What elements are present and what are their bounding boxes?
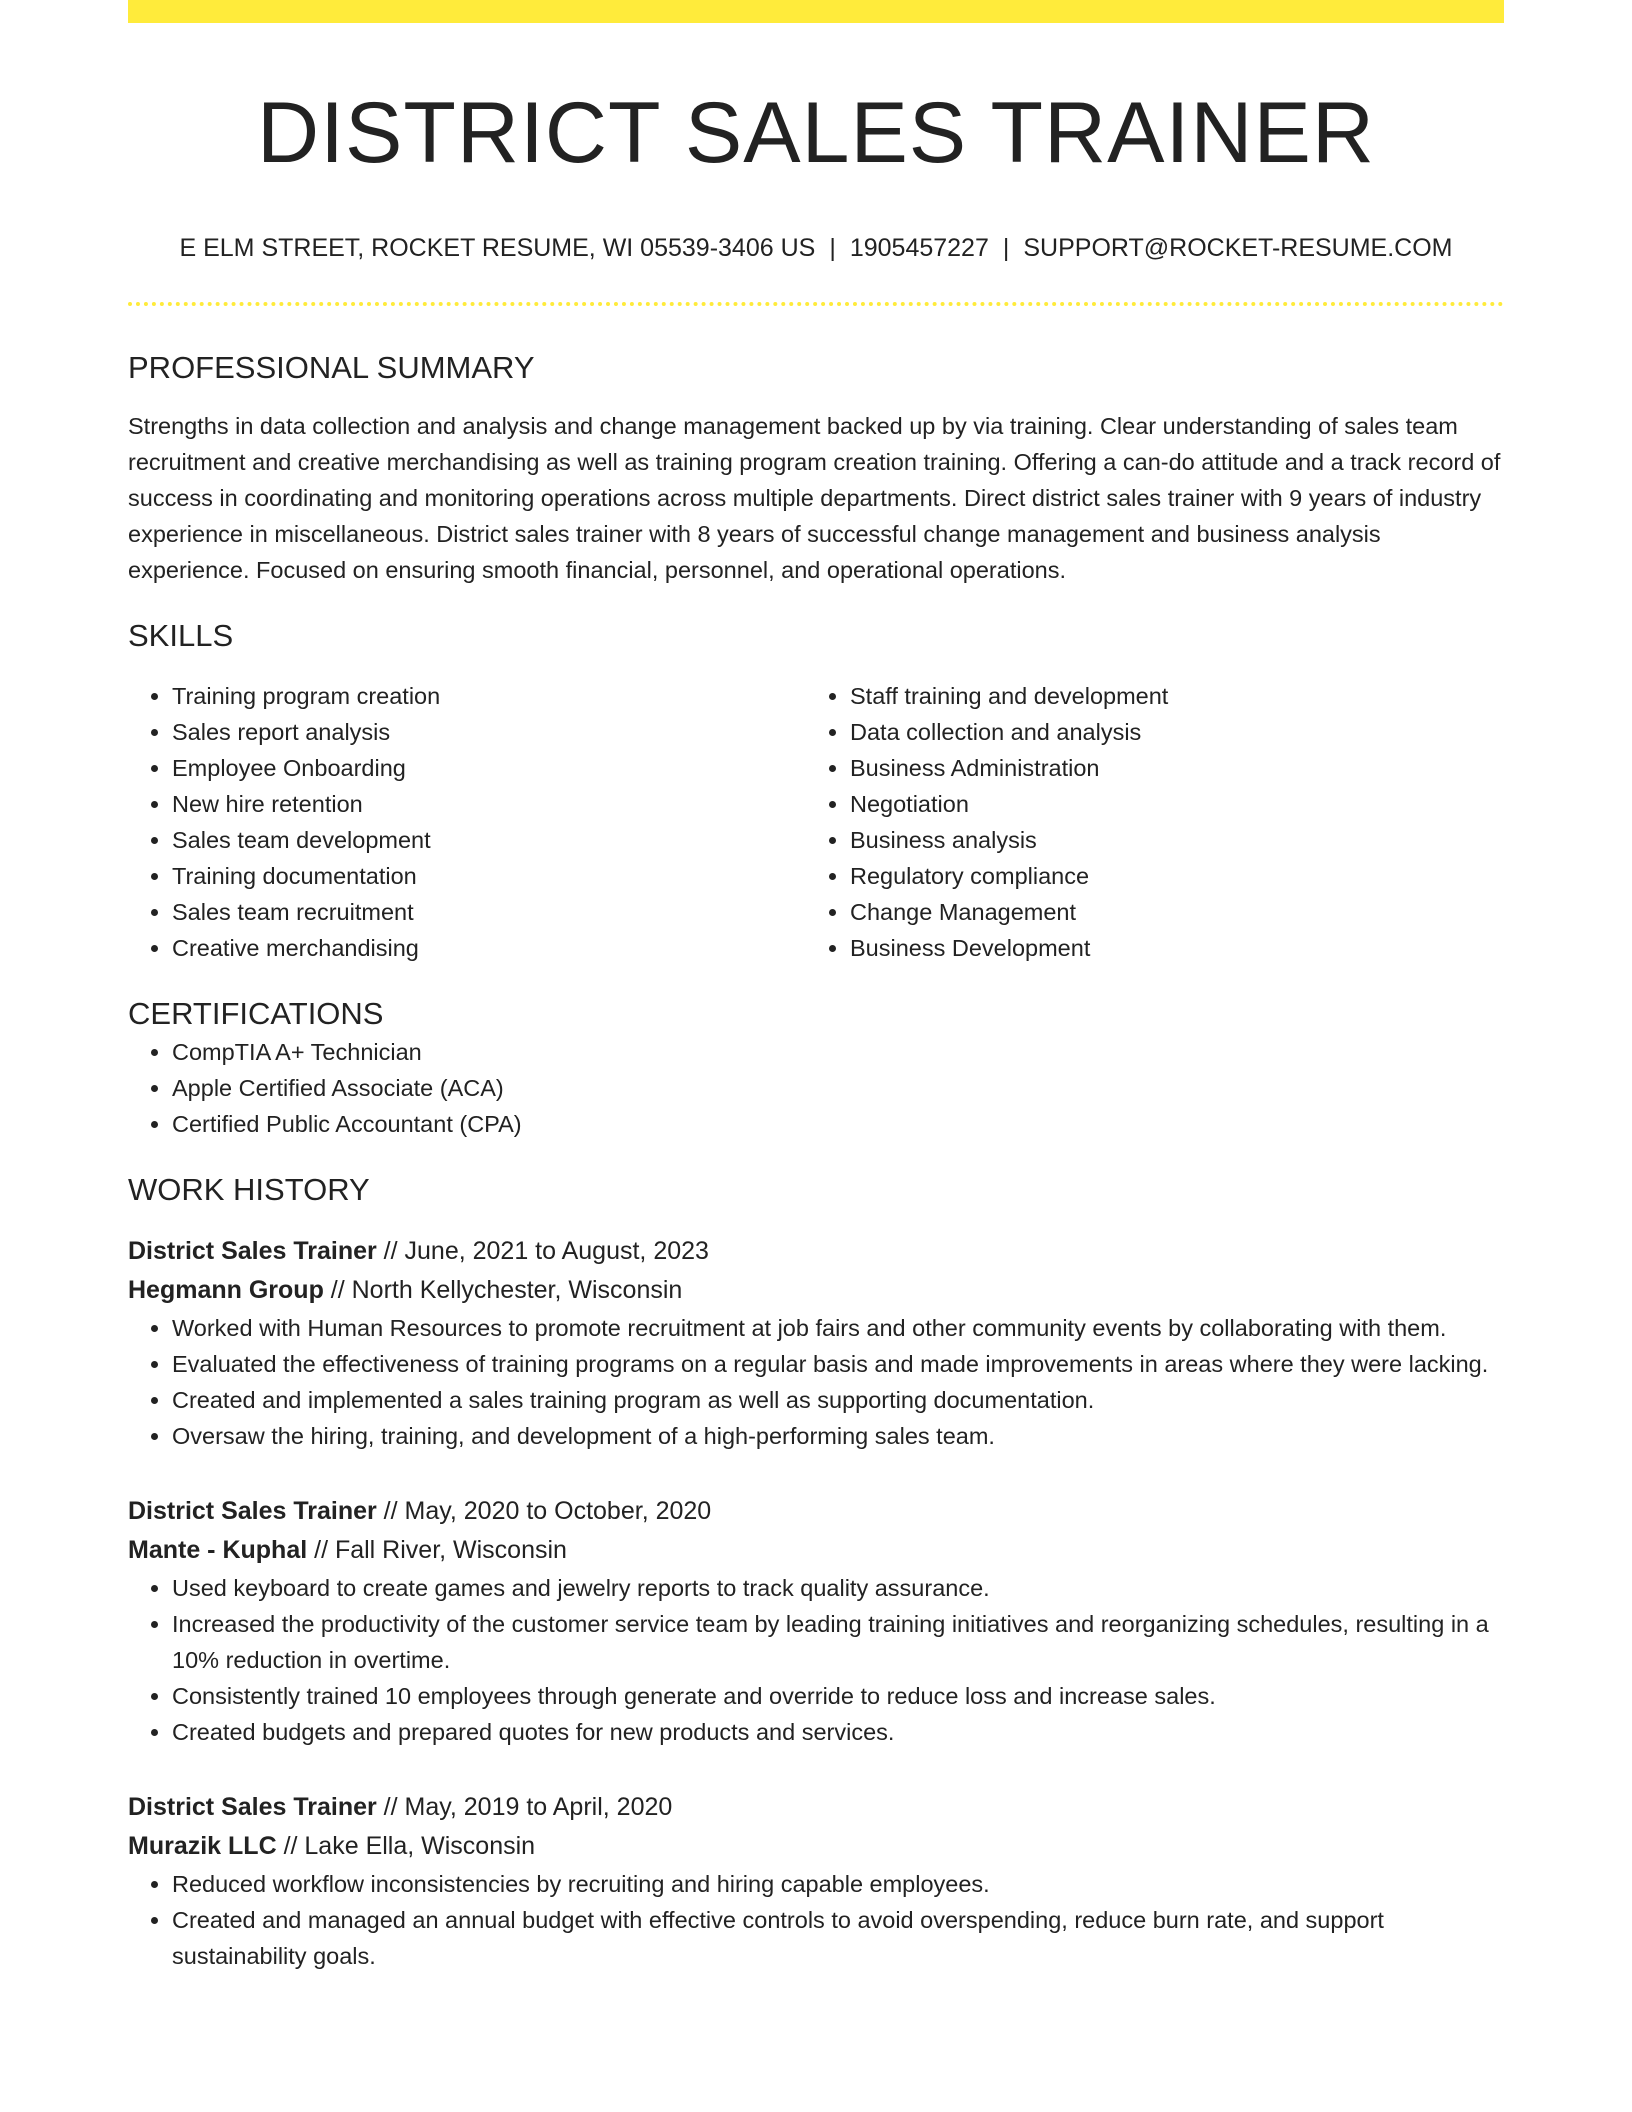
job-bullet: • Created and managed an annual budget with effective controls to avoid overspending, reduce burn rate, and support sustainability goals. — [172, 1902, 1504, 1974]
skills-heading: SKILLS — [128, 618, 234, 653]
top-accent-bar — [128, 0, 1504, 23]
skills-column-right — [806, 678, 1484, 966]
certification-item: • Certified Public Accountant (CPA) — [172, 1106, 1504, 1142]
job-dates: // June, 2021 to August, 2023 — [376, 1237, 709, 1265]
contact-separator: | — [829, 234, 836, 262]
summary-text: Strengths in data collection and analysis and change management backed up by via training. Clear understanding of sales team recruitment and creative merchandising as well as training program creation training. Offering a can-do attitude and a track record of success in coordinating and monitoring operations across multiple departments. Direct district sales trainer with 9 years of industry experience in miscellaneous. District sales trainer with 8 years of successful change management and business analysis experience. Focused on ensuring smooth financial, personnel, and operational operations. — [128, 413, 1501, 583]
job-role: District Sales Trainer — [128, 1237, 377, 1265]
skill-item: • Training documentation — [172, 858, 806, 894]
certification-item: • Apple Certified Associate (ACA) — [172, 1070, 1504, 1106]
job-entry — [128, 1788, 1504, 1974]
job-dates: // May, 2019 to April, 2020 — [376, 1793, 673, 1821]
job-role: District Sales Trainer — [128, 1497, 377, 1525]
skill-item: • Data collection and analysis — [850, 714, 1484, 750]
contact-address: E ELM STREET, ROCKET RESUME, WI 05539-3406 US — [179, 234, 816, 262]
skill-item: • Regulatory compliance — [850, 858, 1484, 894]
job-role-line — [128, 1232, 1504, 1271]
job-bullet: • Used keyboard to create games and jewelry reports to track quality assurance. — [172, 1570, 1504, 1606]
job-location: // Fall River, Wisconsin — [307, 1536, 567, 1564]
contact-email: SUPPORT@ROCKET-RESUME.COM — [1023, 234, 1453, 262]
skill-item: • Training program creation — [172, 678, 806, 714]
skill-item: • Business Administration — [850, 750, 1484, 786]
skill-item: • Creative merchandising — [172, 930, 806, 966]
contact-separator: | — [1002, 234, 1010, 262]
certification-item: • CompTIA A+ Technician — [172, 1034, 1504, 1070]
skill-item: • Change Management — [850, 894, 1484, 930]
candidate-title: DISTRICT SALES TRAINER — [257, 85, 1375, 181]
job-company-line — [128, 1827, 1504, 1866]
job-company: Hegmann Group — [128, 1276, 324, 1304]
summary-heading: PROFESSIONAL SUMMARY — [128, 350, 535, 385]
skills-list-left — [128, 678, 806, 966]
job-bullet: • Increased the productivity of the customer service team by leading training initiatives and reorganizing schedules, resulting in a 10% reduction in overtime. — [172, 1606, 1504, 1678]
skill-item: • Employee Onboarding — [172, 750, 806, 786]
skill-item: • Staff training and development — [850, 678, 1484, 714]
skill-item: • New hire retention — [172, 786, 806, 822]
skill-item: • Sales report analysis — [172, 714, 806, 750]
job-role: District Sales Trainer — [128, 1793, 377, 1821]
job-role-line — [128, 1788, 1504, 1827]
job-bullet: • Oversaw the hiring, training, and development of a high-performing sales team. — [172, 1418, 1504, 1454]
job-company: Murazik LLC — [128, 1832, 277, 1860]
contact-phone: 1905457227 — [849, 234, 989, 262]
job-company-line — [128, 1271, 1504, 1310]
job-entry — [128, 1492, 1504, 1750]
resume-page — [128, 0, 1504, 1974]
certifications-heading: CERTIFICATIONS — [128, 996, 384, 1031]
contact-line — [128, 231, 1504, 265]
skills-column-left — [128, 678, 806, 966]
job-company-line — [128, 1531, 1504, 1570]
job-location: // North Kellychester, Wisconsin — [323, 1276, 683, 1304]
job-role-line — [128, 1492, 1504, 1531]
header-divider — [128, 302, 1504, 306]
skill-item: • Negotiation — [850, 786, 1484, 822]
skills-list-right — [806, 678, 1484, 966]
job-bullet: • Evaluated the effectiveness of training programs on a regular basis and made improvements in areas where they were lacking. — [172, 1346, 1504, 1382]
job-bullet-list — [128, 1866, 1504, 1974]
job-location: // Lake Ella, Wisconsin — [276, 1832, 536, 1860]
job-bullet-list — [128, 1570, 1504, 1750]
skill-item: • Business Development — [850, 930, 1484, 966]
skills-grid — [128, 678, 1504, 966]
job-bullet: • Worked with Human Resources to promote recruitment at job fairs and other community events by collaborating with them. — [172, 1310, 1504, 1346]
job-bullet: • Reduced workflow inconsistencies by recruiting and hiring capable employees. — [172, 1866, 1504, 1902]
job-bullet-list — [128, 1310, 1504, 1454]
certifications-list — [128, 1034, 1504, 1142]
job-bullet: • Created and implemented a sales training program as well as supporting documentation. — [172, 1382, 1504, 1418]
job-dates: // May, 2020 to October, 2020 — [376, 1497, 712, 1525]
job-company: Mante - Kuphal — [128, 1536, 308, 1564]
job-bullet: • Created budgets and prepared quotes for new products and services. — [172, 1714, 1504, 1750]
skill-item: • Sales team recruitment — [172, 894, 806, 930]
skill-item: • Sales team development — [172, 822, 806, 858]
job-entry — [128, 1232, 1504, 1454]
job-bullet: • Consistently trained 10 employees through generate and override to reduce loss and increase sales. — [172, 1678, 1504, 1714]
work-history-heading: WORK HISTORY — [128, 1172, 370, 1207]
skill-item: • Business analysis — [850, 822, 1484, 858]
